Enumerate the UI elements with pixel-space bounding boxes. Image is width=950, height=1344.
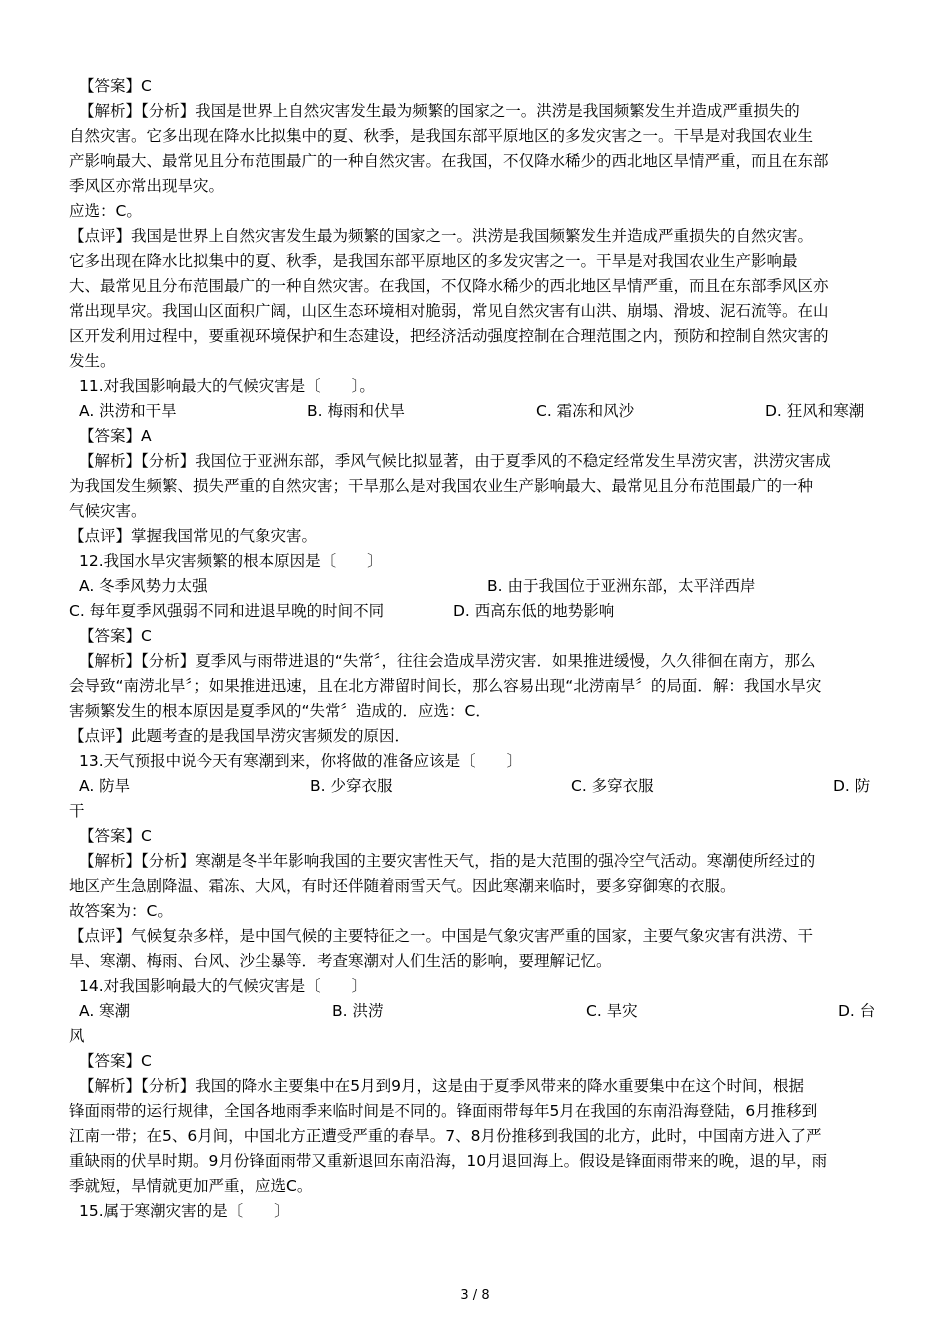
question-13: 13.天气预报中说今天有寒潮到来，你将做的准备应该是〔 〕 (79, 752, 523, 770)
comment-line: 【点评】我国是世界上自然灾害发生最为频繁的国家之一。洪涝是我国频繁发生并造成严重损失的自然灾害。 (69, 227, 814, 245)
q11-option-b: B. 梅雨和伏旱 (307, 402, 405, 420)
analysis-line: 【解析】【分析】我国是世界上自然灾害发生最为频繁的国家之一。洪涝是我国频繁发生并造成严重损失的 (79, 102, 800, 120)
comment-line: 【点评】掌握我国常见的气象灾害。 (69, 527, 318, 545)
analysis-line: 为我国发生频繁、损失严重的自然灾害；干旱那么是对我国农业生产影响最大、最常见且分布范围最广的一种 (69, 477, 814, 495)
analysis-line: 气候灾害。 (69, 502, 147, 520)
analysis-line: 地区产生急剧降温、霜冻、大风，有时还伴随着雨雪天气。因此寒潮来临时，要多穿御寒的衣服。 (69, 877, 736, 895)
comment-line: 常出现旱灾。我国山区面积广阔，山区生态环境相对脆弱，常见自然灾害有山洪、崩塌、滑坡、泥石流等。在山 (69, 302, 829, 320)
comment-line: 区开发利用过程中，要重视环境保护和生态建设，把经济活动强度控制在合理范围之内，预防和控制自然灾害的 (69, 327, 829, 345)
comment-line: 【点评】此题考查的是我国旱涝灾害频发的原因． (69, 727, 411, 745)
analysis-line: 江南一带；在5、6月间，中国北方正遭受严重的春旱。7、8月份推移到我国的北方，此时，中国南方进入了严 (69, 1127, 822, 1145)
q14-option-d-wrap: 风 (69, 1027, 85, 1045)
q14-option-a: A. 寒潮 (79, 1002, 131, 1020)
q11-option-d: D. 狂风和寒潮 (765, 402, 865, 420)
q14-option-d: D. 台 (838, 1002, 876, 1020)
comment-line: 旱、寒潮、梅雨、台风、沙尘暴等．考查寒潮对人们生活的影响，要理解记忆。 (69, 952, 612, 970)
q12-option-d: D. 西高东低的地势影响 (453, 602, 615, 620)
q13-option-d-wrap: 干 (69, 802, 85, 820)
analysis-line: 自然灾害。它多出现在降水比拟集中的夏、秋季，是我国东部平原地区的多发灾害之一。干旱是对我国农业生 (69, 127, 814, 145)
analysis-line: 【解析】【分析】夏季风与雨带进退的“失常〞，往往会造成旱涝灾害．如果推进缓慢，久久徘徊在南方，那么 (79, 652, 816, 670)
analysis-line: 季风区亦常出现旱灾。 (69, 177, 225, 195)
analysis-line: 故答案为：C。 (69, 902, 173, 920)
q13-option-b: B. 少穿衣服 (310, 777, 393, 795)
answer-line: 【答案】C (79, 827, 152, 845)
comment-line: 发生。 (69, 352, 116, 370)
q14-option-c: C. 旱灾 (586, 1002, 638, 1020)
answer-line: 【答案】C (79, 77, 152, 95)
analysis-line: 应选：C。 (69, 202, 142, 220)
q13-option-c: C. 多穿衣服 (571, 777, 654, 795)
analysis-line: 【解析】【分析】我国位于亚洲东部，季风气候比拟显著，由于夏季风的不稳定经常发生旱涝灾害，洪涝灾害成 (79, 452, 831, 470)
answer-line: 【答案】C (79, 627, 152, 645)
q13-option-d: D. 防 (833, 777, 871, 795)
q12-option-a: A. 冬季风势力太强 (79, 577, 208, 595)
analysis-line: 重缺雨的伏旱时期。9月份锋面雨带又重新退回东南沿海，10月退回海上。假设是锋面雨带来的晚，退的早，雨 (69, 1152, 828, 1170)
question-11: 11.对我国影响最大的气候灾害是〔 〕。 (79, 377, 375, 395)
q14-option-b: B. 洪涝 (332, 1002, 384, 1020)
question-14: 14.对我国影响最大的气候灾害是〔 〕 (79, 977, 368, 995)
answer-line: 【答案】C (79, 1052, 152, 1070)
q13-option-a: A. 防旱 (79, 777, 131, 795)
answer-line: 【答案】A (79, 427, 152, 445)
analysis-line: 会导致“南涝北旱〞；如果推进迅速，且在北方滞留时间长，那么容易出现“北涝南旱〞的局面．解：我国水旱灾 (69, 677, 822, 695)
analysis-line: 产影响最大、最常见且分布范围最广的一种自然灾害。在我国，不仅降水稀少的西北地区旱情严重，而且在东部 (69, 152, 829, 170)
analysis-line: 【解析】【分析】我国的降水主要集中在5月到9月，这是由于夏季风带来的降水重要集中在这个时间，根据 (79, 1077, 804, 1095)
q11-option-c: C. 霜冻和风沙 (536, 402, 635, 420)
comment-line: 大、最常见且分布范围最广的一种自然灾害。在我国，不仅降水稀少的西北地区旱情严重，而且在东部季风区亦 (69, 277, 829, 295)
page-number: 3 / 8 (460, 1288, 490, 1303)
q12-option-b: B. 由于我国位于亚洲东部，太平洋西岸 (487, 577, 756, 595)
comment-line: 它多出现在降水比拟集中的夏、秋季，是我国东部平原地区的多发灾害之一。干旱是对我国农业生产影响最 (69, 252, 798, 270)
analysis-line: 季就短，旱情就更加严重，应选C。 (69, 1177, 313, 1195)
q12-option-c: C. 每年夏季风强弱不同和进退早晚的时间不同 (69, 602, 385, 620)
question-12: 12.我国水旱灾害频繁的根本原因是〔 〕 (79, 552, 383, 570)
analysis-line: 【解析】【分析】寒潮是冬半年影响我国的主要灾害性天气，指的是大范围的强冷空气活动。寒潮使所经过的 (79, 852, 816, 870)
analysis-line: 锋面雨带的运行规律，全国各地雨季来临时间是不同的。锋面雨带每年5月在我国的东南沿海登陆，6月推移到 (69, 1102, 818, 1120)
q11-option-a: A. 洪涝和干旱 (79, 402, 177, 420)
question-15: 15.属于寒潮灾害的是〔 〕 (79, 1202, 290, 1220)
comment-line: 【点评】气候复杂多样，是中国气候的主要特征之一。中国是气象灾害严重的国家，主要气象灾害有洪涝、干 (69, 927, 814, 945)
analysis-line: 害频繁发生的根本原因是夏季风的“失常〞造成的．应选：C． (69, 702, 491, 720)
